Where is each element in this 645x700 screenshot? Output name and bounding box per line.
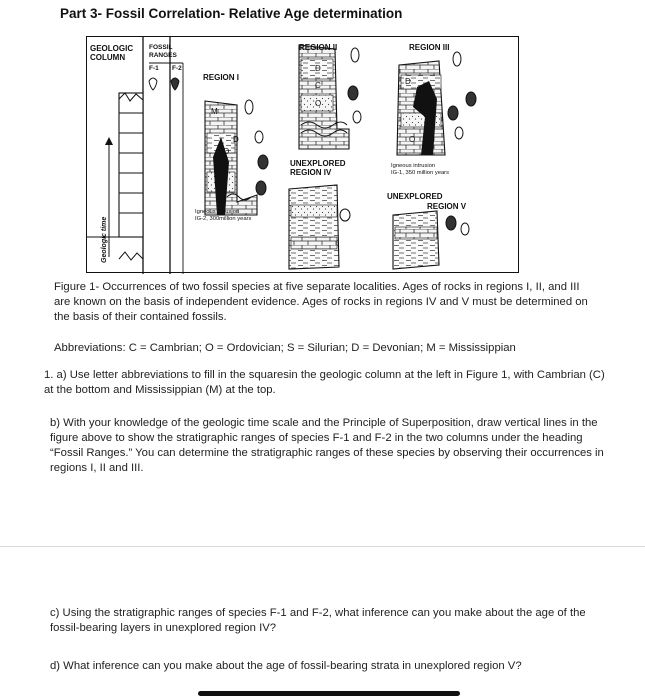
f2-label: F-2: [172, 65, 182, 72]
question-1c: c) Using the stratigraphic ranges of species F-1 and F-2, what inference can you make about the age of the fossil-bearing layers in unexplored region IV?: [50, 607, 586, 634]
region-1-letter-d: D: [233, 135, 239, 144]
figure-drawing: [87, 37, 520, 274]
region-2-letter-o: O: [315, 99, 322, 108]
intrusion-ig1-label: Igneous intrusion IG-1, 350 million years: [391, 163, 449, 176]
region-3-letter-o: O: [409, 135, 416, 144]
intrusion-ig2-label: Igneous intrusion IG-2, 300million years: [195, 209, 252, 222]
region-4-label: UNEXPLORED REGION IV: [290, 159, 346, 177]
region-1-fossil-f2: [256, 155, 268, 195]
figure-caption: Figure 1- Occurrences of two fossil species at five separate localities. Ages of rocks in regions I, II, and III are known on the basis of independent evidence. Ages of rocks in regions IV and V must be determined on the basis of their contained fossils.: [54, 281, 588, 323]
region-1-rock-column: [205, 100, 268, 215]
abbreviations: Abbreviations: C = Cambrian; O = Ordovician; S = Silurian; D = Devonian; M = Mississippian: [54, 342, 516, 354]
page-title: Part 3- Fossil Correlation- Relative Age determination: [60, 6, 403, 21]
home-indicator[interactable]: [198, 691, 460, 696]
region-2-rock-column: [299, 45, 361, 149]
page-divider: [0, 546, 645, 547]
region-3-label: REGION III: [409, 43, 450, 52]
region-2-letter-d: D: [315, 64, 321, 73]
figure-1: [86, 36, 519, 273]
fossil-ranges-label: FOSSIL RANGES: [149, 44, 177, 59]
region-5-rock-column: [393, 211, 469, 269]
region-1-letter-o: O: [223, 147, 230, 156]
f1-label: F-1: [149, 65, 159, 72]
region-5-label-line2: REGION V: [427, 202, 467, 211]
question-1d: d) What inference can you make about the age of fossil-bearing strata in unexplored region V?: [50, 660, 522, 672]
region-2-label: REGION II: [299, 43, 338, 52]
region-4-rock-column: [289, 185, 350, 269]
region-1-fossil-f1: [245, 100, 263, 143]
region-3-letter-d: D: [405, 77, 411, 86]
region-1-letter-m: M: [211, 107, 218, 116]
region-5-label-line1: UNEXPLORED: [387, 192, 443, 201]
region-2-letter-c: C: [315, 81, 321, 90]
question-1b: b) With your knowledge of the geologic time scale and the Principle of Superposition, draw vertical lines in the figure above to show the stratigraphic ranges of species F-1 and F-2 in the two columns under the heading “Fossil Ranges.” You can determine the stratigraphic ranges of these species by observing their occurrences in regions I, II and III.: [50, 417, 604, 474]
region-1-label: REGION I: [203, 73, 240, 82]
region-3-letter-s: S: [429, 103, 435, 112]
question-1a: 1. a) Use letter abbreviations to fill in the squaresin the geologic column at the left in Figure 1, with Cambrian (C) at the bottom and Mississippian (M) at the top.: [44, 369, 605, 396]
geologic-column-label: GEOLOGIC COLUMN: [90, 44, 134, 62]
geologic-time-label: Geologic time: [101, 216, 108, 263]
